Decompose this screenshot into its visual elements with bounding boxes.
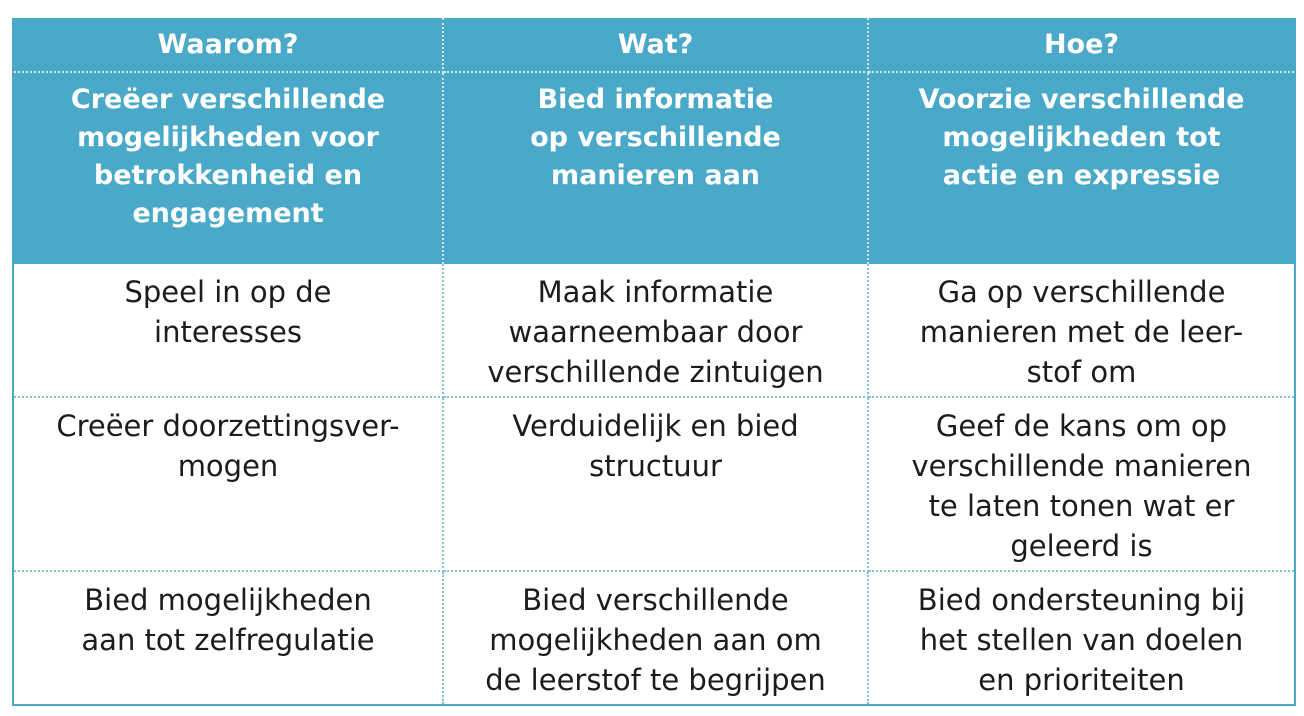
table-cell — [868, 397, 1295, 571]
table-cell — [443, 264, 868, 397]
cell-text: Bied verschillende mogelijkheden aan om de leerstof te begrijpen — [485, 583, 826, 697]
header-waarom: Waarom? — [13, 18, 443, 72]
cell-text: Ga op verschillende manieren met de leer- stof om — [919, 275, 1244, 389]
table-cell — [13, 397, 443, 571]
principle-action-expression — [868, 72, 1295, 264]
cell-text: Bied ondersteuning bij het stellen van doelen en prioriteiten — [917, 583, 1246, 697]
cell-text: Speel in op de interesses — [124, 275, 332, 349]
table-cell — [13, 571, 443, 705]
table-row — [13, 264, 1295, 397]
principles-row — [13, 72, 1295, 264]
header-row — [13, 18, 1295, 72]
header-wat: Wat? — [443, 18, 868, 72]
cell-text: Geef de kans om op verschillende manieren te laten tonen wat er geleerd is — [911, 409, 1252, 563]
cell-text: Creëer doorzettingsver- mogen — [56, 409, 400, 483]
principle-engagement — [13, 72, 443, 264]
table-cell — [13, 264, 443, 397]
header-hoe: Hoe? — [868, 18, 1295, 72]
table-cell — [868, 571, 1295, 705]
cell-text: Verduidelijk en bied structuur — [512, 409, 799, 483]
cell-text: Bied mogelijkheden aan tot zelfregulatie — [81, 583, 375, 657]
cell-text: Maak informatie waarneembaar door verschillende zintuigen — [487, 275, 824, 389]
table-cell — [443, 397, 868, 571]
udl-guidelines-table — [12, 18, 1296, 706]
table-row — [13, 571, 1295, 705]
table-row — [13, 397, 1295, 571]
table-cell — [868, 264, 1295, 397]
principle-representation-text: Bied informatie op verschillende manieren aan — [530, 84, 781, 191]
principle-engagement-text: Creëer verschillende mogelijkheden voor betrokkenheid en engagement — [70, 84, 386, 229]
principle-action-expression-text: Voorzie verschillende mogelijkheden tot actie en expressie — [918, 84, 1245, 191]
table-cell — [443, 571, 868, 705]
principle-representation — [443, 72, 868, 264]
